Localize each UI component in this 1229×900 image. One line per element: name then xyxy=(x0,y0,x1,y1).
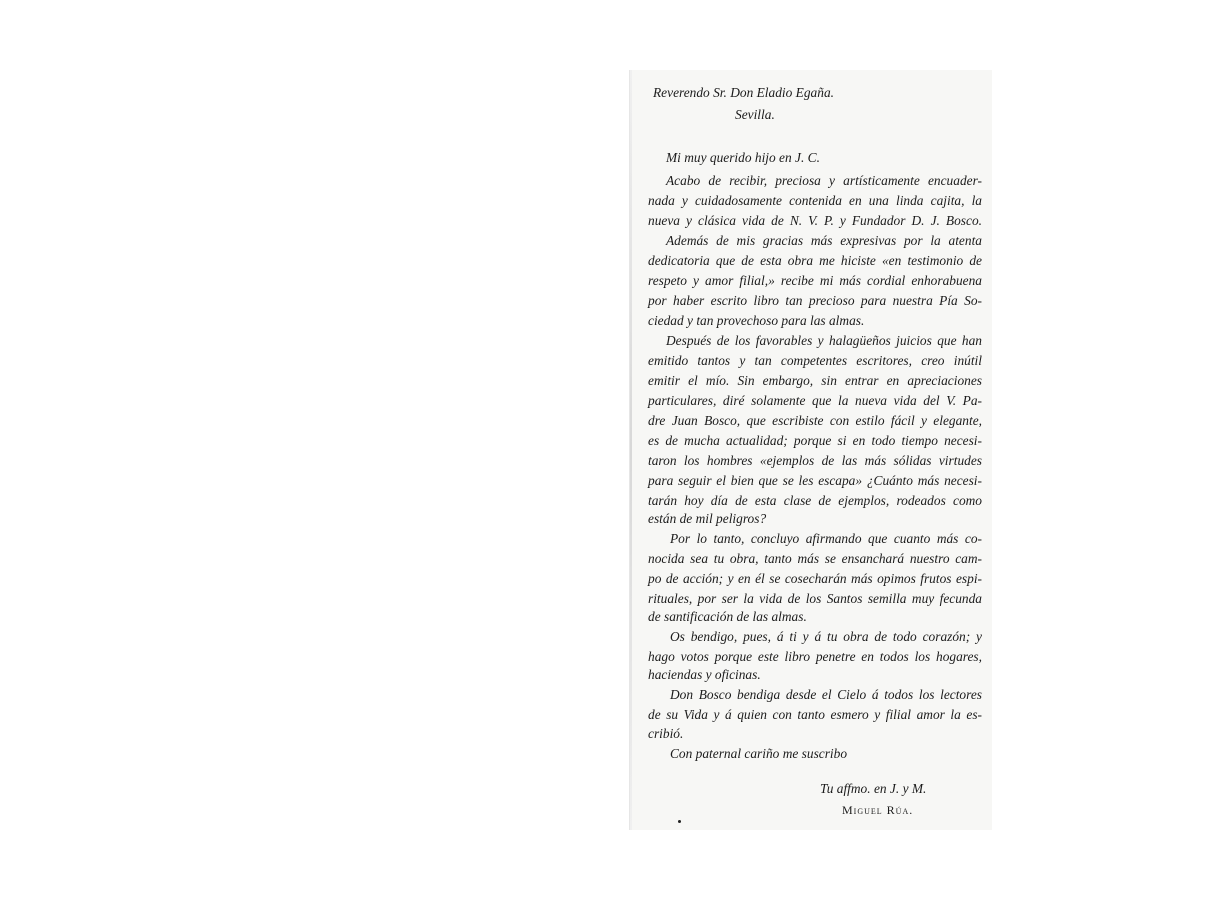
body-line: Os bendigo, pues, á ti y á tu obra de todo corazón; y xyxy=(670,629,982,644)
body-line: po de acción; y en él se cosecharán más opimos frutos espi- xyxy=(648,571,982,586)
addressee-line: Reverendo Sr. Don Eladio Egaña. xyxy=(653,85,834,100)
body-line: rituales, por ser la vida de los Santos semilla muy fecunda xyxy=(648,591,982,606)
body-line: por haber escrito libro tan precioso para nuestra Pía So- xyxy=(648,293,982,308)
body-line: respeto y amor filial,» recibe mi más cordial enhorabuena xyxy=(648,273,982,288)
body-line: Además de mis gracias más expresivas por la atenta xyxy=(666,233,982,248)
scan-edge xyxy=(630,70,632,830)
body-line: Con paternal cariño me suscribo xyxy=(670,746,848,761)
body-line: cribió. xyxy=(648,726,684,741)
body-line: Por lo tanto, concluyo afirmando que cuanto más co- xyxy=(670,531,982,546)
body-line: particulares, diré solamente que la nueva vida del V. Pa- xyxy=(648,393,982,408)
salutation: Mi muy querido hijo en J. C. xyxy=(666,150,820,165)
signature: Miguel Rúa. xyxy=(842,803,914,817)
body-line: nueva y clásica vida de N. V. P. y Fundador D. J. Bosco. xyxy=(648,213,982,228)
body-line: dedicatoria que de esta obra me hiciste «en testimonio de xyxy=(648,253,982,268)
body-line: de su Vida y á quien con tanto esmero y filial amor la es- xyxy=(648,707,982,722)
body-line: es de mucha actualidad; porque si en todo tiempo necesi- xyxy=(648,433,982,448)
body-line: tarán hoy día de esta clase de ejemplos, rodeados como xyxy=(648,493,982,508)
body-line: haciendas y oficinas. xyxy=(648,667,761,682)
body-line: dre Juan Bosco, que escribiste con estilo fácil y elegante, xyxy=(648,413,982,428)
body-line: emitir el mío. Sin embargo, sin entrar en apreciaciones xyxy=(648,373,982,388)
ink-speck xyxy=(678,820,681,823)
body-line: nada y cuidadosamente contenida en una linda cajita, la xyxy=(648,193,982,208)
body-line: nocida sea tu obra, tanto más se ensanchará nuestro cam- xyxy=(648,551,982,566)
body-line: taron los hombres «ejemplos de las más sólidas virtudes xyxy=(648,453,982,468)
body-line: emitido tantos y tan competentes escritores, creo inútil xyxy=(648,353,982,368)
body-line: de santificación de las almas. xyxy=(648,609,807,624)
body-line: Don Bosco bendiga desde el Cielo á todos los lectores xyxy=(670,687,982,702)
body-line: hago votos porque este libro penetre en todos los hogares, xyxy=(648,649,982,664)
body-line: para seguir el bien que se les escapa» ¿Cuánto más necesi- xyxy=(648,473,982,488)
closing-line: Tu affmo. en J. y M. xyxy=(820,781,927,796)
body-line: Acabo de recibir, preciosa y artísticamente encuader- xyxy=(666,173,982,188)
body-line: están de mil peligros? xyxy=(648,511,767,526)
body-line: Después de los favorables y halagüeños juicios que han xyxy=(666,333,982,348)
addressee-city: Sevilla. xyxy=(735,107,775,122)
body-line: ciedad y tan provechoso para las almas. xyxy=(648,313,865,328)
